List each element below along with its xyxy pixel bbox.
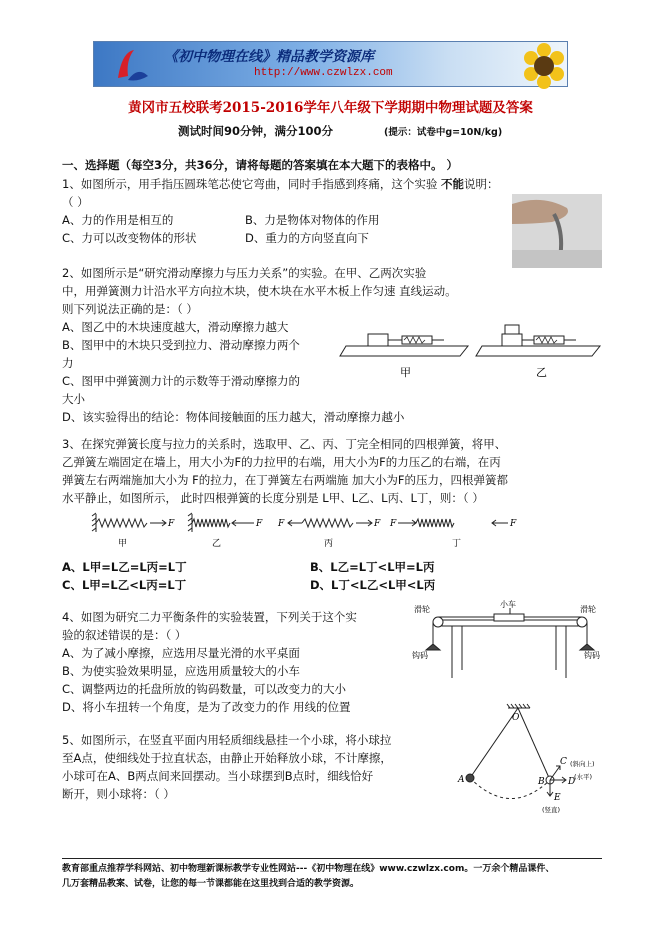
q2-label-jia: 甲 xyxy=(400,366,411,379)
q1-stem-part2: 说明： xyxy=(463,177,499,191)
q4-label-weight-right: 钩码 xyxy=(584,651,600,660)
q3-option-b[interactable]: B、L乙=L丁<L甲=L丙 xyxy=(310,560,435,574)
q1-photo-hand-pen xyxy=(512,194,602,268)
q4-figure xyxy=(412,598,608,680)
q4-line-1: 4、如图为研究二力平衡条件的实验装置，下列关于这个实 xyxy=(62,610,357,624)
q4-option-d[interactable]: D、将小车扭转一个角度，是为了改变力的作 用线的位置 xyxy=(62,700,351,714)
q5-label-o: O xyxy=(512,713,520,723)
q4-option-a[interactable]: A、为了减小摩擦，应选用尽量光滑的水平桌面 xyxy=(62,646,300,660)
banner-slogan: 《初中物理在线》精品教学资源库 xyxy=(164,49,374,65)
q4-label-weight-left: 钩码 xyxy=(412,651,428,660)
q3-force-bing-right: F xyxy=(374,519,381,529)
q2-line-3: 则下列说法正确的是：（ ） xyxy=(62,302,198,316)
footer-line-2: 几万套精品教案、试卷，让您的每一节课都能在这里找到合适的教学资源。 xyxy=(62,879,360,889)
q3-springs-figure xyxy=(92,510,517,550)
q5-label-d: D xyxy=(568,777,576,787)
q3-option-d[interactable]: D、L丁<L乙<L甲<L丙 xyxy=(310,578,436,592)
q5-note-horizontal: (水平) xyxy=(574,773,593,781)
q5-note-vertical: (竖直) xyxy=(542,806,561,814)
q1-blank: （ ） xyxy=(62,195,89,209)
q1-stem-part1: 1、如图所示，用手指压圆珠笔芯使它弯曲，同时手指感到疼痛，这个实验 xyxy=(62,177,438,191)
q5-label-c: C xyxy=(560,757,567,767)
footer-divider xyxy=(62,858,602,859)
exam-info: 测试时间90分钟，满分100分 xyxy=(178,124,334,138)
q3-force-bing-left: F xyxy=(278,519,285,529)
q3-force-ding-left: F xyxy=(390,519,397,529)
q3-line-1: 3、在探究弹簧长度与拉力的关系时，选取甲、乙、丙、丁完全相同的四根弹簧，将甲、 xyxy=(62,437,507,451)
q3-label-yi: 乙 xyxy=(212,539,222,549)
q5-label-a: A xyxy=(458,775,465,785)
q2-option-b-cont: 力 xyxy=(62,356,74,370)
exam-hint: (提示：试卷中g=10N/kg) xyxy=(384,127,503,138)
q5-line-4: 断开，则小球将：（ ） xyxy=(62,787,175,801)
q1-stem xyxy=(62,175,498,193)
q1-option-a[interactable]: A、力的作用是相互的 xyxy=(62,213,174,227)
q2-figure xyxy=(340,316,602,380)
q3-label-jia: 甲 xyxy=(118,539,128,549)
q2-option-c-cont: 大小 xyxy=(62,392,85,406)
q1-option-d[interactable]: D、重力的方向竖直向下 xyxy=(245,231,369,245)
sunflower-icon xyxy=(519,42,569,88)
q5-label-e: E xyxy=(554,793,561,803)
q3-line-2: 乙弹簧左端固定在墙上，用大小为F的力拉甲的右端，用大小为F的力压乙的右端，在丙 xyxy=(62,455,501,469)
q4-option-b[interactable]: B、为使实验效果明显，应选用质量较大的小车 xyxy=(62,664,300,678)
q5-note-incline: (斜向上) xyxy=(570,760,595,768)
q2-option-a[interactable]: A、图乙中的木块速度越大，滑动摩擦力越大 xyxy=(62,320,289,334)
q2-line-1: 2、如图所示是“研究滑动摩擦力与压力关系”的实验。在甲、乙两次实验 xyxy=(62,266,427,280)
q3-option-a[interactable]: A、L甲=L乙=L丙=L丁 xyxy=(62,560,187,574)
footer-line-1: 教育部重点推荐学科网站、初中物理新课标教学专业性网站---《初中物理在线》www.czwlzx.com。一万余个精品课件、 xyxy=(62,864,555,874)
q5-pendulum-figure xyxy=(450,700,610,824)
section-heading: 一、选择题（每空3分，共36分，请将每题的答案填在本大题下的表格中。 ） xyxy=(62,158,459,172)
q2-line-2: 中，用弹簧测力计沿水平方向拉木块，使木块在水平木板上作匀速 直线运动。 xyxy=(62,284,457,298)
q1-option-b[interactable]: B、力是物体对物体的作用 xyxy=(245,213,380,227)
q2-label-yi: 乙 xyxy=(536,366,547,379)
q4-label-pulley-right: 滑轮 xyxy=(580,605,596,614)
q3-force-ding-right: F xyxy=(510,519,517,529)
q3-line-4: 水平静止，如图所示， 此时四根弹簧的长度分别是 L甲、L乙、L丙、L丁，则：（ ） xyxy=(62,491,484,505)
q5-line-1: 5、如图所示，在竖直平面内用轻质细线悬挂一个小球，将小球拉 xyxy=(62,733,392,747)
banner-url[interactable]: http://www.czwlzx.com xyxy=(254,67,393,79)
q4-label-cart: 小车 xyxy=(500,600,516,609)
q5-line-3: 小球可在A、B两点间来回摆动。当小球摆到B点时，细线恰好 xyxy=(62,769,374,783)
q2-option-c[interactable]: C、图甲中弹簧测力计的示数等于滑动摩擦力的 xyxy=(62,374,301,388)
q3-label-bing: 丙 xyxy=(324,539,334,549)
q3-force-jia: F xyxy=(168,519,175,529)
q1-stem-bold: 不能 xyxy=(440,177,464,191)
q2-option-b[interactable]: B、图甲中的木块只受到拉力、滑动摩擦力两个 xyxy=(62,338,300,352)
q4-option-c[interactable]: C、调整两边的托盘所放的钩码数量，可以改变力的大小 xyxy=(62,682,347,696)
q2-board-yi xyxy=(476,325,600,356)
q3-label-ding: 丁 xyxy=(452,539,462,549)
q4-line-2: 验的叙述错误的是：（ ） xyxy=(62,628,187,642)
header-banner xyxy=(93,41,568,87)
q5-line-2: 至A点，使细线处于拉直状态，由静止开始释放小球，不计摩擦， xyxy=(62,751,392,765)
logo-icon xyxy=(112,46,152,84)
q5-label-b: B xyxy=(538,777,545,787)
page-title: 黄冈市五校联考2015-2016学年八年级下学期期中物理试题及答案 xyxy=(128,100,533,116)
q2-board-jia xyxy=(340,334,468,356)
q3-option-c[interactable]: C、L甲=L乙<L丙=L丁 xyxy=(62,578,187,592)
q1-option-c[interactable]: C、力可以改变物体的形状 xyxy=(62,231,197,245)
q3-line-3: 弹簧左右两端施加大小为 F的拉力，在丁弹簧左右两端施 加大小为F的压力，四根弹簧都 xyxy=(62,473,509,487)
q2-option-d[interactable]: D、该实验得出的结论：物体间接触面的压力越大，滑动摩擦力越小 xyxy=(62,410,405,424)
q4-label-pulley-left: 滑轮 xyxy=(414,605,430,614)
q3-force-yi: F xyxy=(256,519,263,529)
